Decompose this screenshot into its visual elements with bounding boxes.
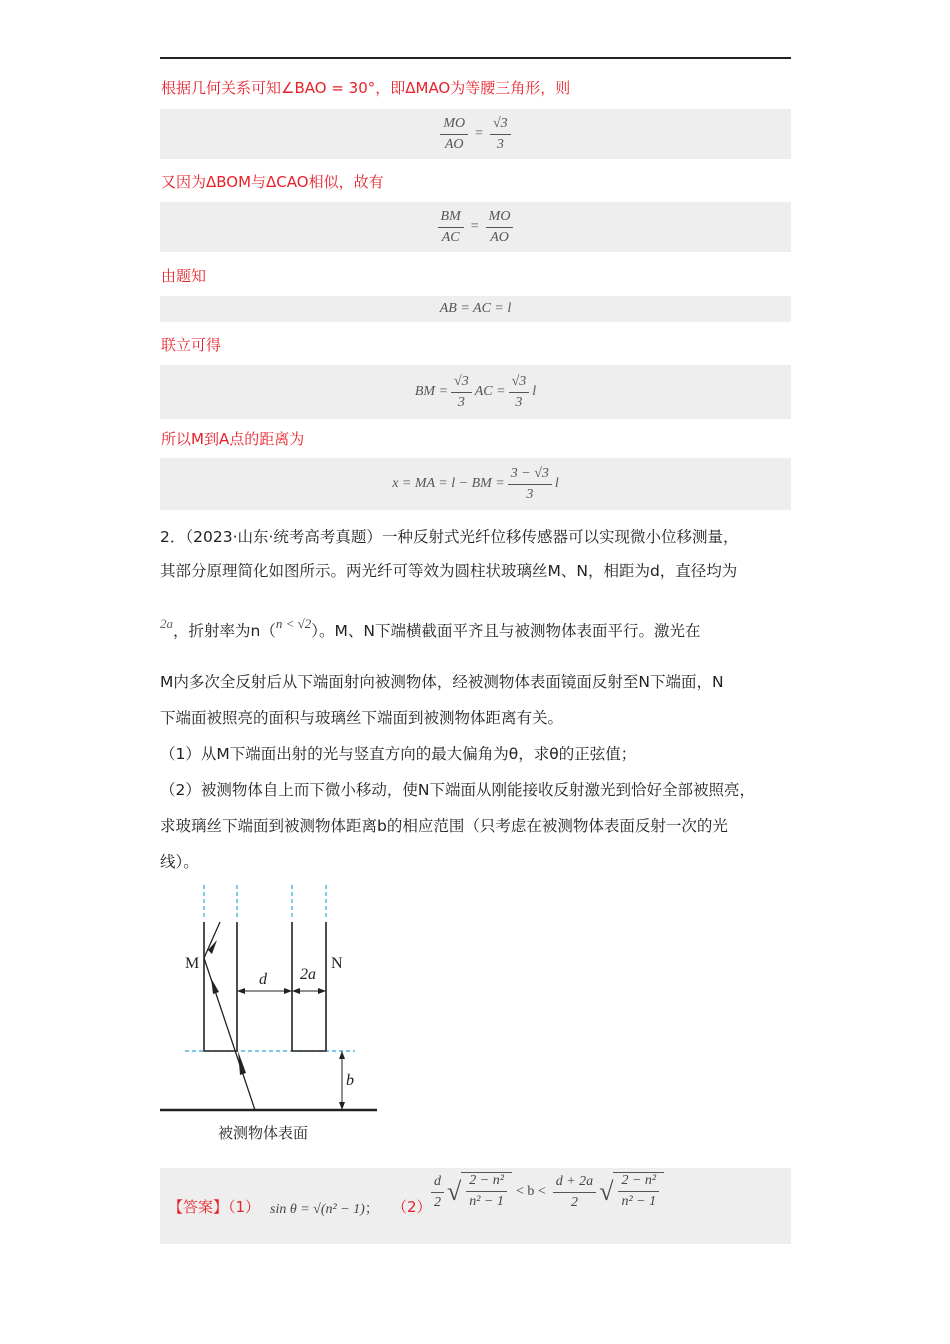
equation-5: x = MA = l − BM = $\frac{3 - √3}{3}$ l: [160, 458, 791, 510]
question-part-2-line-3: 线）。: [160, 853, 199, 871]
question-line-3: $^{2a}$，折射率为n（$^{n < √2}$）。M、N下端横截面平齐且与被测物体表面平行。激光在: [160, 616, 701, 640]
answer-tag: 【答案】（1）: [168, 1198, 261, 1216]
label-n: N: [331, 955, 343, 972]
b-arrow-top: [339, 1051, 345, 1059]
question-part-2-line-1: （2）被测物体自上而下微小移动，使N下端面从刚能接收反射激光到恰好全部被照亮，: [160, 781, 755, 799]
label-2a: 2a: [300, 966, 316, 983]
equation-1: $\frac{MO}{AO}$ = $\frac{√3}{3}$: [160, 109, 791, 159]
d-arrow-right: [284, 988, 292, 994]
fiber-diagram: [155, 880, 395, 1150]
solution-line-4: 联立可得: [161, 336, 222, 354]
answer-part-1: sin θ = √(n² − 1)；: [270, 1202, 379, 1217]
top-rule: [160, 57, 791, 59]
solution-line-2: 又因为ΔBOM与ΔCAO相似，故有: [161, 173, 384, 191]
fiber-m: [204, 922, 237, 1051]
label-m: M: [185, 955, 200, 972]
2a-arrow-right: [318, 988, 326, 994]
question-line-4: M内多次全反射后从下端面射向被测物体，经被测物体表面镜面反射至N下端面，N: [160, 673, 724, 691]
answer-part-2-label: （2）: [392, 1198, 432, 1216]
label-b: b: [346, 1072, 354, 1089]
question-part-2-line-2: 求玻璃丝下端面到被测物体距离b的相应范围（只考虑在被测物体表面反射一次的光: [160, 817, 728, 835]
question-part-1: （1）从M下端面出射的光与竖直方向的最大偏角为θ，求θ的正弦值；: [160, 745, 637, 763]
answer-part-2: $\frac{d}{2}$ √ $\frac{\text{2 − n²}}{\text{n² − 1}}$ < b < $\frac{d + 2a}{2}$ √ $\frac{\text{2 − n²}}{\text{n² − 1}}$: [428, 1172, 664, 1212]
equation-4: BM = $\frac{√3}{3}$ AC = $\frac{√3}{3}$ l: [160, 365, 791, 419]
label-d: d: [259, 971, 267, 988]
answer-box: [160, 1168, 791, 1244]
solution-line-5: 所以M到A点的距离为: [161, 430, 305, 448]
equation-3: AB = AC = l: [160, 296, 791, 322]
equation-2: $\frac{BM}{AC}$ = $\frac{MO}{AO}$: [160, 202, 791, 252]
d-arrow-left: [237, 988, 245, 994]
solution-line-1: 根据几何关系可知∠BAO = 30°，即ΔMAO为等腰三角形，则: [161, 79, 571, 97]
ray-arrow-2: [211, 978, 219, 994]
fiber-n: [292, 922, 326, 1051]
figure-caption: 被测物体表面: [218, 1124, 309, 1142]
2a-arrow-left: [292, 988, 300, 994]
question-line-1: 2．（2023·山东·统考高考真题）一种反射式光纤位移传感器可以实现微小位移测量，: [160, 528, 739, 546]
solution-line-3: 由题知: [161, 267, 207, 285]
ray-arrow-3: [238, 1051, 246, 1075]
question-line-5: 下端面被照亮的面积与玻璃丝下端面到被测物体距离有关。: [160, 709, 564, 727]
question-line-2: 其部分原理简化如图所示。两光纤可等效为圆柱状玻璃丝M、N，相距为d，直径均为: [160, 562, 738, 580]
